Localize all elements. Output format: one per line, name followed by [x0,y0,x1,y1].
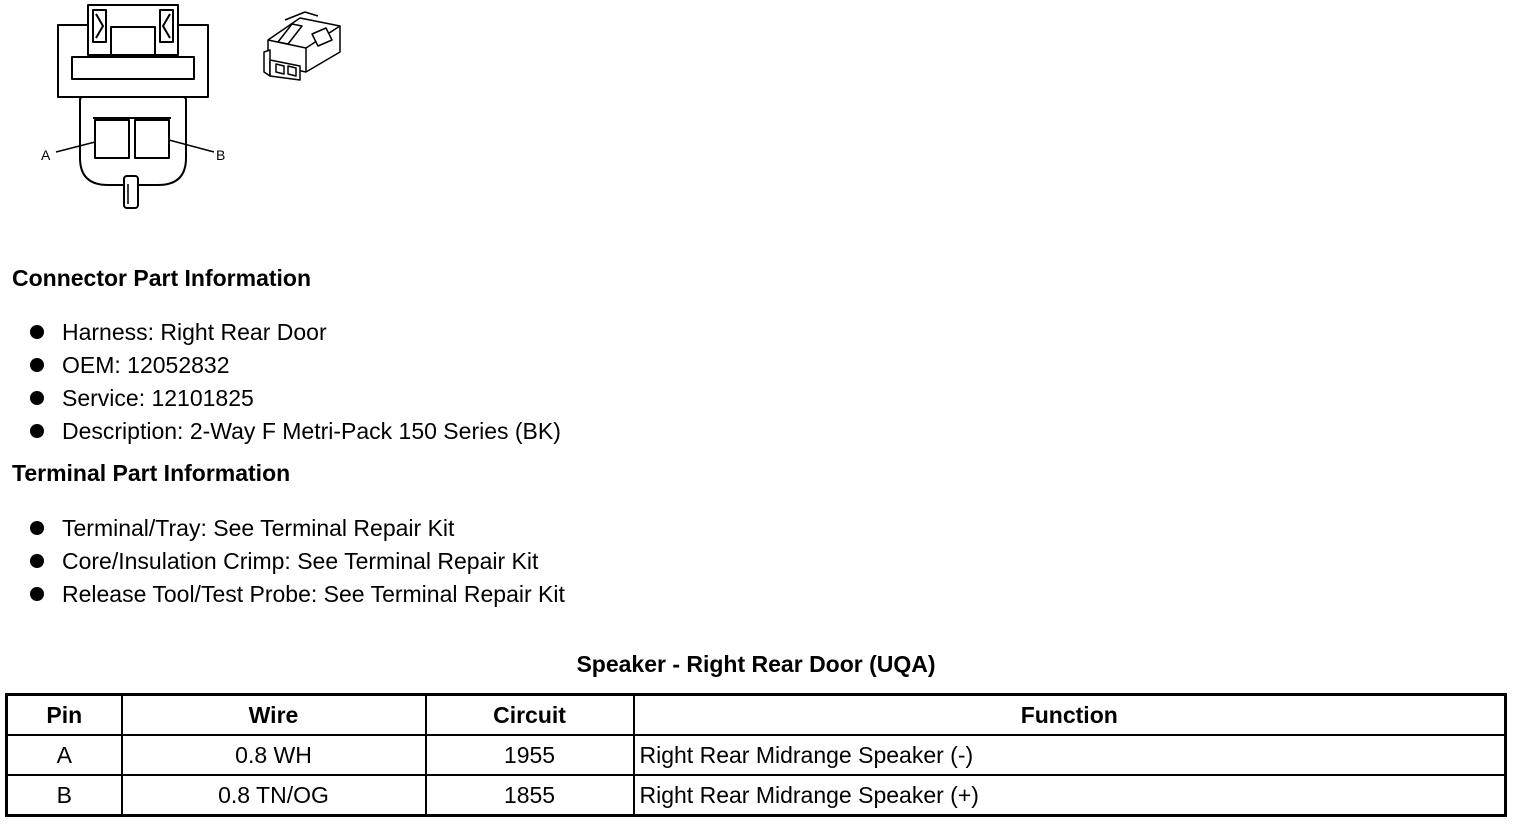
list-item [30,382,561,415]
list-item-text: OEM: 12052832 [62,352,230,378]
bullet-icon [30,554,44,568]
header-wire: Wire [122,695,426,736]
list-item [30,545,565,578]
connector-part-info-list [30,316,561,448]
list-item-text: Terminal/Tray: See Terminal Repair Kit [62,515,455,541]
bullet-icon [30,424,44,438]
list-item [30,316,561,349]
list-item [30,415,561,448]
pin-table [5,693,1507,817]
cell-wire: 0.8 TN/OG [122,775,426,816]
cell-pin: A [7,735,122,775]
bullet-icon [30,358,44,372]
header-circuit: Circuit [426,695,634,736]
table-row [7,775,1506,816]
list-item-text: Description: 2-Way F Metri-Pack 150 Series (BK) [62,418,561,444]
cell-pin: B [7,775,122,816]
bullet-icon [30,325,44,339]
list-item-text: Release Tool/Test Probe: See Terminal Repair Kit [62,581,565,607]
cell-circuit: 1855 [426,775,634,816]
terminal-part-info-list [30,512,565,611]
table-caption: Speaker - Right Rear Door (UQA) [576,651,936,677]
list-item-text: Core/Insulation Crimp: See Terminal Repair Kit [62,548,539,574]
list-item [30,349,561,382]
cell-function: Right Rear Midrange Speaker (+) [634,775,1506,816]
terminal-part-info-heading: Terminal Part Information [12,460,291,486]
connector-3d-view-icon [264,12,340,80]
connector-diagram [0,0,360,220]
cell-wire: 0.8 WH [122,735,426,775]
cell-function: Right Rear Midrange Speaker (-) [634,735,1506,775]
list-item-text: Harness: Right Rear Door [62,319,327,345]
list-item [30,578,565,611]
table-row [7,735,1506,775]
pin-a-label: A [41,147,51,163]
connector-part-info-heading: Connector Part Information [12,265,312,291]
list-item [30,512,565,545]
header-pin: Pin [7,695,122,736]
cell-circuit: 1955 [426,735,634,775]
bullet-icon [30,587,44,601]
table-header-row [7,695,1506,736]
bullet-icon [30,521,44,535]
list-item-text: Service: 12101825 [62,385,254,411]
header-function: Function [634,695,1506,736]
bullet-icon [30,391,44,405]
pin-b-label: B [216,147,226,163]
connector-face-view-icon [56,5,214,208]
